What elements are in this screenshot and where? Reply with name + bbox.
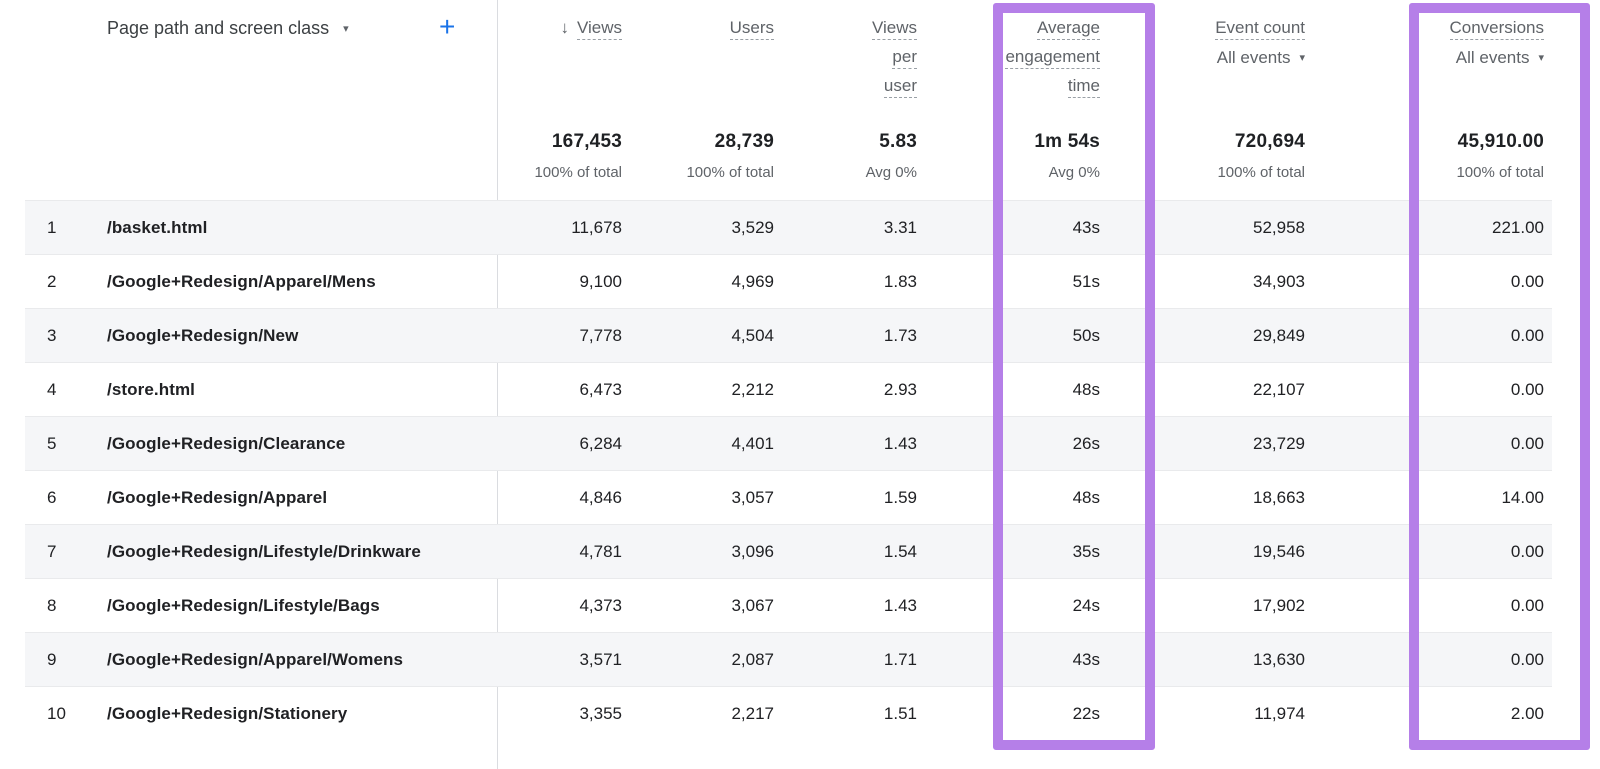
chevron-down-icon[interactable]: ▾ bbox=[343, 23, 349, 35]
column-header-label: Average bbox=[1037, 18, 1100, 40]
total-subtext: 100% of total bbox=[534, 164, 622, 181]
table-row bbox=[25, 632, 1552, 686]
dimension-dropdown[interactable]: Page path and screen class bbox=[107, 18, 330, 38]
users-value: 3,096 bbox=[731, 541, 774, 561]
table-row bbox=[25, 470, 1552, 524]
row-index: 2 bbox=[47, 271, 57, 291]
column-header-label: engagement bbox=[1005, 47, 1100, 69]
page-path-value: /Google+Redesign/New bbox=[107, 325, 299, 345]
users-value: 4,504 bbox=[731, 325, 774, 345]
column-header-views[interactable] bbox=[496, 0, 630, 120]
page-path-value: /Google+Redesign/Apparel/Womens bbox=[107, 649, 404, 669]
totals-event-count bbox=[1108, 120, 1313, 200]
users-value: 4,401 bbox=[731, 433, 774, 453]
conversions-value: 2.00 bbox=[1510, 703, 1544, 723]
row-index: 1 bbox=[47, 217, 57, 237]
table-row bbox=[25, 524, 1552, 578]
total-value: 1m 54s bbox=[1034, 131, 1100, 152]
row-index: 6 bbox=[47, 487, 57, 507]
column-header-label: Users bbox=[730, 18, 774, 40]
totals-conversions bbox=[1313, 120, 1552, 200]
views-per-user-value: 1.59 bbox=[883, 487, 917, 507]
avg-engagement-time-value: 26s bbox=[1072, 433, 1100, 453]
column-header-label: Event count bbox=[1215, 18, 1305, 40]
users-value: 2,212 bbox=[731, 379, 774, 399]
totals-avg-engagement-time bbox=[925, 120, 1108, 200]
row-index: 8 bbox=[47, 595, 57, 615]
total-value: 720,694 bbox=[1234, 131, 1305, 152]
table-row bbox=[25, 578, 1552, 632]
views-value: 3,571 bbox=[579, 649, 622, 669]
avg-engagement-time-value: 43s bbox=[1072, 649, 1100, 669]
total-subtext: Avg 0% bbox=[1048, 164, 1100, 181]
column-header-views-per-user[interactable] bbox=[782, 0, 925, 120]
views-per-user-value: 1.43 bbox=[883, 595, 917, 615]
totals-views bbox=[496, 120, 630, 200]
views-per-user-value: 1.43 bbox=[883, 433, 917, 453]
event-count-value: 18,663 bbox=[1253, 487, 1305, 507]
column-header-label: time bbox=[1068, 76, 1100, 98]
total-subtext: 100% of total bbox=[686, 164, 774, 181]
event-count-value: 34,903 bbox=[1253, 271, 1305, 291]
row-index: 9 bbox=[47, 649, 57, 669]
users-value: 2,087 bbox=[731, 649, 774, 669]
total-subtext: 100% of total bbox=[1217, 164, 1305, 181]
event-count-value: 52,958 bbox=[1253, 217, 1305, 237]
table-row bbox=[25, 200, 1552, 254]
conversions-filter-dropdown[interactable]: All events bbox=[1455, 48, 1530, 67]
column-header-conversions[interactable] bbox=[1313, 0, 1552, 120]
table-header bbox=[25, 0, 1552, 120]
page-path-value: /Google+Redesign/Clearance bbox=[107, 433, 346, 453]
table-row bbox=[25, 686, 1552, 740]
column-header-users[interactable] bbox=[630, 0, 782, 120]
table-row bbox=[25, 308, 1552, 362]
views-value: 6,284 bbox=[579, 433, 622, 453]
add-dimension-button[interactable]: + bbox=[439, 11, 456, 42]
avg-engagement-time-value: 22s bbox=[1072, 703, 1100, 723]
dimension-header-cell bbox=[25, 0, 496, 120]
avg-engagement-time-value: 51s bbox=[1072, 271, 1100, 291]
totals-users bbox=[630, 120, 782, 200]
page-path-value: /Google+Redesign/Lifestyle/Bags bbox=[107, 595, 380, 615]
views-value: 6,473 bbox=[579, 379, 622, 399]
row-index: 10 bbox=[47, 703, 66, 723]
event-filter-dropdown[interactable]: All events bbox=[1216, 48, 1291, 67]
page-path-value: /Google+Redesign/Apparel bbox=[107, 487, 328, 507]
event-count-value: 22,107 bbox=[1253, 379, 1305, 399]
row-index: 5 bbox=[47, 433, 57, 453]
views-per-user-value: 1.83 bbox=[883, 271, 917, 291]
conversions-value: 0.00 bbox=[1510, 325, 1544, 345]
row-index: 3 bbox=[47, 325, 57, 345]
views-per-user-value: 1.51 bbox=[883, 703, 917, 723]
users-value: 3,057 bbox=[731, 487, 774, 507]
conversions-value: 0.00 bbox=[1510, 595, 1544, 615]
page-path-value: /Google+Redesign/Lifestyle/Drinkware bbox=[107, 541, 421, 561]
views-value: 4,373 bbox=[579, 595, 622, 615]
conversions-value: 14.00 bbox=[1501, 487, 1544, 507]
users-value: 4,969 bbox=[731, 271, 774, 291]
row-index: 7 bbox=[47, 541, 57, 561]
event-count-value: 17,902 bbox=[1253, 595, 1305, 615]
event-count-value: 19,546 bbox=[1253, 541, 1305, 561]
page-path-value: /basket.html bbox=[107, 217, 208, 237]
total-value: 28,739 bbox=[714, 131, 774, 152]
avg-engagement-time-value: 43s bbox=[1072, 217, 1100, 237]
table-body bbox=[25, 200, 1552, 740]
total-value: 5.83 bbox=[879, 131, 917, 152]
conversions-value: 221.00 bbox=[1492, 217, 1544, 237]
avg-engagement-time-value: 24s bbox=[1072, 595, 1100, 615]
column-header-label: Views bbox=[577, 18, 622, 40]
table-row bbox=[25, 254, 1552, 308]
users-value: 3,529 bbox=[731, 217, 774, 237]
event-count-value: 23,729 bbox=[1253, 433, 1305, 453]
views-value: 4,781 bbox=[579, 541, 622, 561]
total-subtext: 100% of total bbox=[1456, 164, 1544, 181]
conversions-value: 0.00 bbox=[1510, 271, 1544, 291]
totals-views-per-user bbox=[782, 120, 925, 200]
event-count-value: 13,630 bbox=[1253, 649, 1305, 669]
page-path-value: /store.html bbox=[107, 379, 196, 399]
row-index: 4 bbox=[47, 379, 57, 399]
page-path-value: /Google+Redesign/Apparel/Mens bbox=[107, 271, 376, 291]
page-path-value: /Google+Redesign/Stationery bbox=[107, 703, 348, 723]
column-header-avg-engagement-time[interactable] bbox=[925, 0, 1108, 120]
avg-engagement-time-value: 35s bbox=[1072, 541, 1100, 561]
views-value: 4,846 bbox=[579, 487, 622, 507]
views-value: 11,678 bbox=[571, 217, 622, 237]
views-per-user-value: 1.73 bbox=[883, 325, 917, 345]
total-value: 45,910.00 bbox=[1457, 131, 1544, 152]
chevron-down-icon[interactable]: ▾ bbox=[1538, 52, 1544, 64]
total-value: 167,453 bbox=[551, 131, 622, 152]
views-per-user-value: 2.93 bbox=[883, 379, 917, 399]
chevron-down-icon[interactable]: ▾ bbox=[1299, 52, 1305, 64]
conversions-value: 0.00 bbox=[1510, 433, 1544, 453]
column-header-label: Conversions bbox=[1450, 18, 1545, 40]
event-count-value: 29,849 bbox=[1253, 325, 1305, 345]
table-row bbox=[25, 416, 1552, 470]
avg-engagement-time-value: 48s bbox=[1072, 487, 1100, 507]
views-per-user-value: 1.71 bbox=[883, 649, 917, 669]
total-subtext: Avg 0% bbox=[865, 164, 917, 181]
views-per-user-value: 3.31 bbox=[883, 217, 917, 237]
column-header-label: per bbox=[892, 47, 917, 69]
conversions-value: 0.00 bbox=[1510, 649, 1544, 669]
event-count-value: 11,974 bbox=[1254, 703, 1305, 723]
views-value: 3,355 bbox=[579, 703, 622, 723]
views-per-user-value: 1.54 bbox=[883, 541, 917, 561]
column-header-event-count[interactable] bbox=[1108, 0, 1313, 120]
users-value: 2,217 bbox=[731, 703, 774, 723]
conversions-value: 0.00 bbox=[1510, 379, 1544, 399]
avg-engagement-time-value: 48s bbox=[1072, 379, 1100, 399]
conversions-value: 0.00 bbox=[1510, 541, 1544, 561]
sort-descending-icon: ↓ bbox=[560, 18, 569, 37]
column-header-label: user bbox=[884, 76, 917, 98]
views-value: 9,100 bbox=[579, 271, 622, 291]
users-value: 3,067 bbox=[731, 595, 774, 615]
avg-engagement-time-value: 50s bbox=[1072, 325, 1100, 345]
table-row bbox=[25, 362, 1552, 416]
views-value: 7,778 bbox=[579, 325, 622, 345]
totals-row bbox=[25, 120, 1552, 200]
column-header-label: Views bbox=[872, 18, 917, 40]
